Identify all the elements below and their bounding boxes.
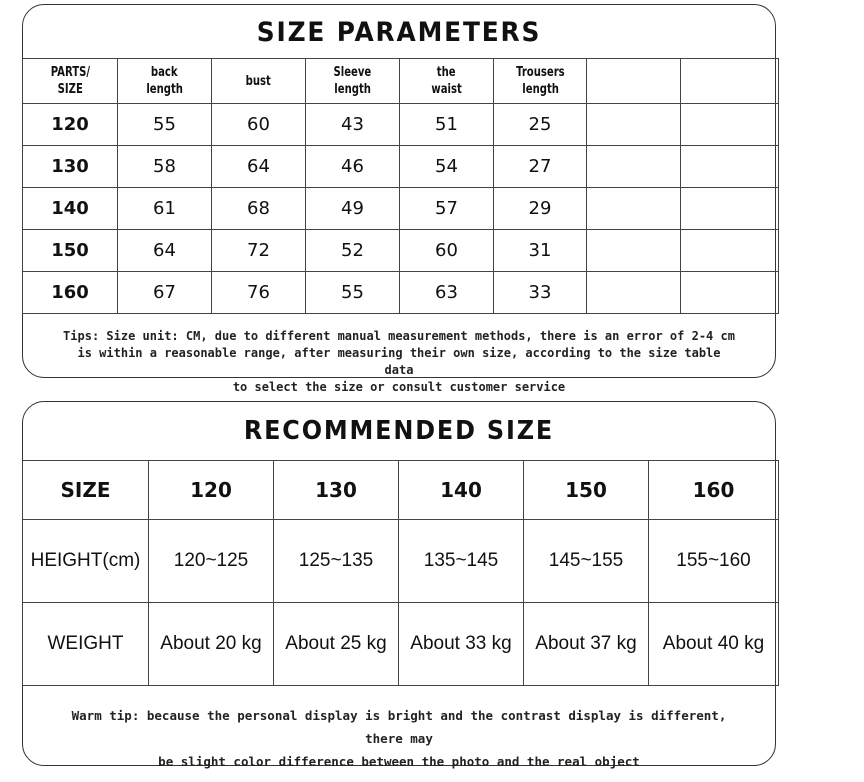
table-cell — [681, 146, 779, 188]
table-row — [23, 230, 779, 272]
size-parameters-title: SIZE PARAMETERS — [256, 17, 542, 48]
tips-line: Warm tip: because the personal display is bright and the contrast display is different, there may — [71, 708, 727, 746]
table-cell — [587, 188, 681, 230]
row-label-height: HEIGHT(cm) — [23, 520, 149, 603]
table-cell — [681, 272, 779, 314]
table-cell — [681, 188, 779, 230]
header-parts-size: PARTS/ SIZE — [23, 59, 118, 104]
tips-line: Tips: Size unit: CM, due to different manual measurement methods, there is an error of 2-4 cm — [63, 329, 735, 343]
header-empty — [587, 59, 681, 104]
table-cell: About 25 kg — [274, 603, 399, 686]
table-cell: 46 — [306, 146, 400, 188]
size-parameters-table — [22, 58, 779, 314]
size-cell: 150 — [23, 230, 118, 272]
table-cell — [587, 146, 681, 188]
table-cell: 33 — [494, 272, 587, 314]
table-cell: About 33 kg — [399, 603, 524, 686]
table-cell: 60 — [212, 104, 306, 146]
table-cell: 140 — [399, 461, 524, 520]
table-cell: 120 — [149, 461, 274, 520]
table-cell: 61 — [118, 188, 212, 230]
row-label-size: SIZE — [23, 461, 149, 520]
table-row-size — [23, 461, 779, 520]
size-parameters-card — [22, 4, 776, 394]
size-cell: 140 — [23, 188, 118, 230]
header-trousers-length: Trousers length — [494, 59, 587, 104]
table-cell: 76 — [212, 272, 306, 314]
table-cell: 55 — [118, 104, 212, 146]
table-cell: About 20 kg — [149, 603, 274, 686]
header-empty — [681, 59, 779, 104]
table-cell: About 40 kg — [649, 603, 779, 686]
table-cell: 58 — [118, 146, 212, 188]
row-label-weight: WEIGHT — [23, 603, 149, 686]
table-cell: 25 — [494, 104, 587, 146]
table-cell: 64 — [212, 146, 306, 188]
table-cell: 135~145 — [399, 520, 524, 603]
warm-tip — [23, 704, 775, 773]
table-cell: 51 — [400, 104, 494, 146]
size-cell: 120 — [23, 104, 118, 146]
table-row — [23, 146, 779, 188]
measurement-tips — [23, 328, 775, 396]
tips-line: be slight color difference between the photo and the real object — [158, 754, 640, 769]
header-back-length: back length — [118, 59, 212, 104]
table-cell: 68 — [212, 188, 306, 230]
table-cell — [681, 104, 779, 146]
table-cell: 145~155 — [524, 520, 649, 603]
recommended-size-card — [22, 401, 776, 769]
table-cell: 31 — [494, 230, 587, 272]
table-cell: 63 — [400, 272, 494, 314]
recommended-size-table — [22, 460, 779, 686]
table-cell: 64 — [118, 230, 212, 272]
table-row — [23, 272, 779, 314]
header-sleeve-length: Sleeve length — [306, 59, 400, 104]
table-cell — [681, 230, 779, 272]
table-cell: 120~125 — [149, 520, 274, 603]
header-waist: the waist — [400, 59, 494, 104]
table-cell: 57 — [400, 188, 494, 230]
header-bust: bust — [212, 59, 306, 104]
table-cell — [587, 272, 681, 314]
table-cell: 155~160 — [649, 520, 779, 603]
table-cell: 43 — [306, 104, 400, 146]
size-cell: 160 — [23, 272, 118, 314]
tips-line: is within a reasonable range, after measuring their own size, according to the size table data — [77, 346, 721, 377]
table-row-weight — [23, 603, 779, 686]
table-cell: 67 — [118, 272, 212, 314]
table-cell: 130 — [274, 461, 399, 520]
tips-line: to select the size or consult customer service — [232, 380, 566, 394]
table-cell: 55 — [306, 272, 400, 314]
table-cell: 29 — [494, 188, 587, 230]
recommended-size-title: RECOMMENDED SIZE — [243, 416, 555, 446]
table-cell: 60 — [400, 230, 494, 272]
size-cell: 130 — [23, 146, 118, 188]
table-cell — [587, 230, 681, 272]
table-row-height — [23, 520, 779, 603]
table-cell: 72 — [212, 230, 306, 272]
table-cell: About 37 kg — [524, 603, 649, 686]
table-header-row — [23, 59, 779, 104]
table-cell: 27 — [494, 146, 587, 188]
table-cell — [587, 104, 681, 146]
table-cell: 52 — [306, 230, 400, 272]
table-cell: 160 — [649, 461, 779, 520]
table-cell: 54 — [400, 146, 494, 188]
table-cell: 125~135 — [274, 520, 399, 603]
table-row — [23, 104, 779, 146]
table-cell: 150 — [524, 461, 649, 520]
table-cell: 49 — [306, 188, 400, 230]
table-row — [23, 188, 779, 230]
